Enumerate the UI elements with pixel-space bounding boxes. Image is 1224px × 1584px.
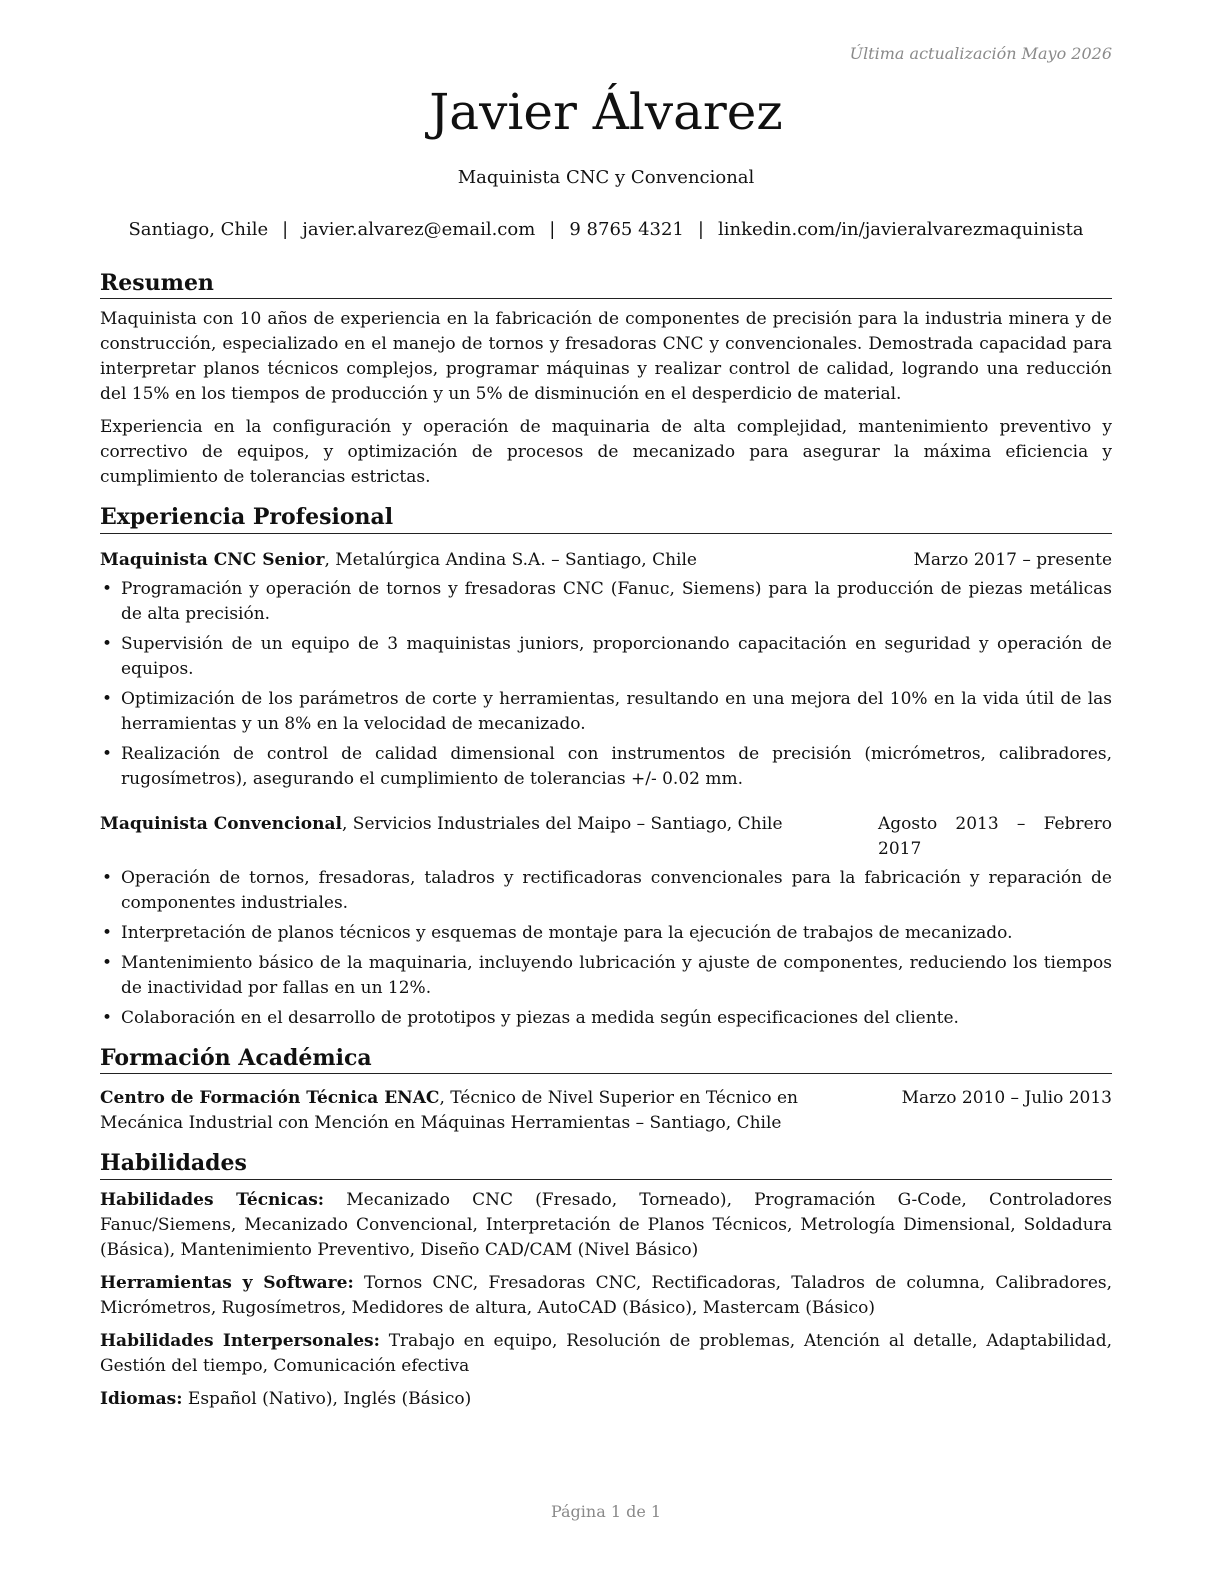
job-role: Maquinista Convencional (100, 813, 342, 834)
contact-phone: 9 8765 4321 (569, 219, 684, 240)
job-header (100, 548, 1112, 573)
page-number: Página 1 de 1 (550, 1502, 662, 1521)
bullet-text: Colaboración en el desarrollo de prototipos y piezas a medida según especificaciones del cliente. (121, 1007, 959, 1028)
job-role: Maquinista CNC Senior (100, 549, 325, 570)
contact-separator: | (282, 219, 289, 240)
candidate-name: Javier Álvarez (429, 83, 783, 141)
job-title (100, 548, 697, 573)
skill-group-label: Habilidades Interpersonales: (100, 1330, 380, 1351)
list-item (100, 577, 1112, 627)
summary-paragraph: Maquinista con 10 años de experiencia en la fabricación de componentes de precisión para la industria minera y de construcción, especializado en el manejo de tornos y fresadoras CNC y convencionales. Demostrada capacidad para interpretar planos técnicos complejos, programar máquinas y realizar control de calidad, logrando una reducción del 15% en los tiempos de producción y un 5% de disminución en el desperdicio de material. (100, 309, 1112, 405)
education-description (100, 1086, 880, 1136)
skill-group (100, 1329, 1112, 1379)
job-dates: Marzo 2017 – presente (913, 549, 1112, 570)
list-item (100, 1006, 1112, 1031)
list-item (100, 742, 1112, 792)
job-company: , Metalúrgica Andina S.A. – Santiago, Chile (324, 549, 697, 570)
bullet-icon: • (102, 633, 113, 654)
section-title-skills: Habilidades (100, 1150, 1112, 1179)
bullet-text: Operación de tornos, fresadoras, taladros y rectificadoras convencionales para la fabricación y reparación de componentes industriales. (121, 867, 1112, 913)
contact-separator: | (549, 219, 556, 240)
skill-group-label: Idiomas: (100, 1388, 183, 1409)
section-title-summary: Resumen (100, 270, 1112, 299)
bullet-text: Realización de control de calidad dimensional con instrumentos de precisión (micrómetros, calibradores, rugosímetros), asegurando el cumplimiento de tolerancias +/- 0.02 mm. (121, 743, 1112, 789)
last-updated: Última actualización Mayo 2026 (849, 44, 1112, 63)
contact-separator: | (697, 219, 704, 240)
bullet-icon: • (102, 1007, 113, 1028)
job-entry (100, 548, 1112, 792)
skill-group-text: Español (Nativo), Inglés (Básico) (182, 1388, 472, 1409)
summary-section (100, 270, 1112, 490)
job-dates: Agosto 2013 – Febrero 2017 (878, 813, 1112, 859)
experience-section (100, 504, 1112, 1030)
education-dates: Marzo 2010 – Julio 2013 (901, 1088, 1112, 1109)
bullet-text: Supervisión de un equipo de 3 maquinistas juniors, proporcionando capacitación en seguridad y operación de equipos. (121, 633, 1112, 679)
list-item (100, 866, 1112, 916)
job-header (100, 812, 1112, 862)
education-degree: , Técnico de Nivel Superior en Técnico en Mecánica Industrial con Mención en Máquinas Herramientas – Santiago, Chile (100, 1088, 799, 1134)
skill-group (100, 1271, 1112, 1321)
candidate-headline: Maquinista CNC y Convencional (457, 167, 755, 188)
bullet-icon: • (102, 922, 113, 943)
job-bullets (100, 866, 1112, 1031)
contact-line (100, 219, 1112, 240)
job-company: , Servicios Industriales del Maipo – Santiago, Chile (341, 813, 783, 834)
bullet-text: Programación y operación de tornos y fresadoras CNC (Fanuc, Siemens) para la producción de piezas metálicas de alta precisión. (121, 578, 1112, 624)
skill-group-text: Mecanizado CNC (Fresado, Torneado), Programación G-Code, Controladores Fanuc/Siemens, Mecanizado Convencional, Interpretación de Planos Técnicos, Metrología Dimensional, Soldadura (Básica), Mantenimiento Preventivo, Diseño CAD/CAM (Nivel Básico) (100, 1189, 1112, 1260)
contact-location: Santiago, Chile (128, 219, 269, 240)
bullet-icon: • (102, 688, 113, 709)
skill-group (100, 1188, 1112, 1263)
summary-paragraph: Experiencia en la configuración y operación de maquinaria de alta complejidad, mantenimiento preventivo y correctivo de equipos, y optimización de procesos de mecanizado para asegurar la máxima eficiencia y cumplimiento de tolerancias estrictas. (100, 417, 1112, 488)
skill-group-label: Habilidades Técnicas: (100, 1189, 325, 1210)
list-item (100, 921, 1112, 946)
job-title (100, 812, 783, 862)
education-entry (100, 1086, 1112, 1136)
bullet-text: Interpretación de planos técnicos y esquemas de montaje para la ejecución de trabajos de mecanizado. (121, 922, 1013, 943)
skill-group-text: Tornos CNC, Fresadoras CNC, Rectificadoras, Taladros de columna, Calibradores, Micrómetros, Rugosímetros, Medidores de altura, AutoCAD (Básico), Mastercam (Básico) (100, 1272, 1113, 1318)
skill-group-label: Herramientas y Software: (100, 1272, 354, 1293)
resume-page (100, 0, 1112, 1584)
list-item (100, 632, 1112, 682)
job-entry (100, 812, 1112, 1031)
contact-linkedin[interactable]: linkedin.com/in/javieralvarezmaquinista (717, 219, 1084, 240)
bullet-icon: • (102, 743, 113, 764)
section-title-education: Formación Académica (100, 1045, 1112, 1074)
skills-section (100, 1150, 1112, 1411)
bullet-icon: • (102, 867, 113, 888)
contact-email[interactable]: javier.alvarez@email.com (302, 219, 536, 240)
bullet-text: Optimización de los parámetros de corte y herramientas, resultando en una mejora del 10% en la vida útil de las herramientas y un 8% en la velocidad de mecanizado. (121, 688, 1112, 734)
resume-content (100, 270, 1112, 1426)
skill-group-text: Trabajo en equipo, Resolución de problemas, Atención al detalle, Adaptabilidad, Gestión del tiempo, Comunicación efectiva (100, 1330, 1112, 1376)
skill-group (100, 1387, 1112, 1412)
job-bullets (100, 577, 1112, 792)
bullet-icon: • (102, 578, 113, 599)
list-item (100, 951, 1112, 1001)
bullet-text: Mantenimiento básico de la maquinaria, incluyendo lubricación y ajuste de componentes, reduciendo los tiempos de inactividad por fallas en un 12%. (121, 952, 1112, 998)
section-title-experience: Experiencia Profesional (100, 504, 1112, 533)
list-item (100, 687, 1112, 737)
education-institution: Centro de Formación Técnica ENAC (100, 1088, 440, 1109)
bullet-icon: • (102, 952, 113, 973)
education-section (100, 1045, 1112, 1136)
